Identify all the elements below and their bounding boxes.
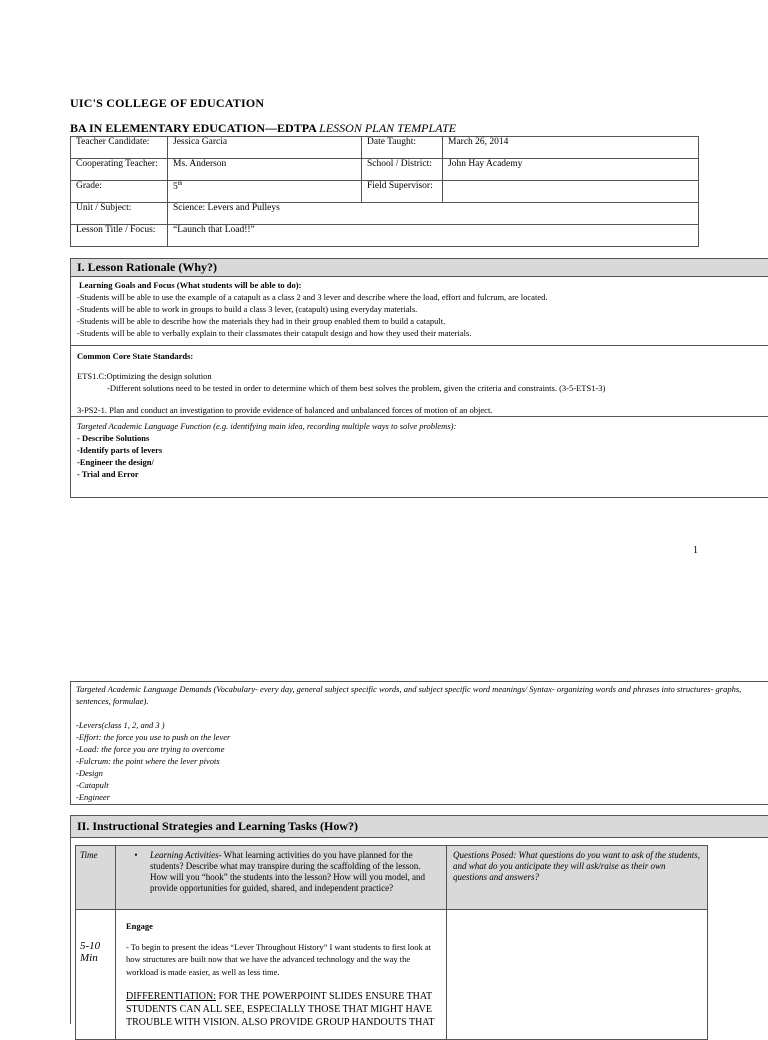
demand-item: -Levers(class 1, 2, and 3 ) [76, 720, 165, 730]
grade-label: Grade: [71, 181, 168, 203]
program-heading [70, 121, 456, 136]
coop-label: Cooperating Teacher: [71, 159, 168, 181]
date-label: Date Taught: [362, 137, 443, 159]
language-item: -Engineer the design/ [77, 457, 154, 467]
differentiation-label: DIFFERENTIATION: [126, 991, 216, 1002]
learning-goals [71, 277, 768, 346]
activities-label: Learning Activities [150, 850, 219, 860]
teacher-value: Jessica Garcia [168, 137, 362, 159]
goals-heading: Learning Goals and Focus (What students will be able to do): [79, 280, 302, 290]
school-value: John Hay Academy [443, 159, 699, 181]
teacher-label: Teacher Candidate: [71, 137, 168, 159]
unit-label: Unit / Subject: [71, 203, 168, 225]
language-item: -Identify parts of levers [77, 445, 163, 455]
engage-text: - To begin to present the ideas “Lever Throughout History” I want students to first look at how structures are built now that we have the advanced technology and the way the workload is made easier, as well as less time. [126, 941, 432, 977]
language-item: - Describe Solutions [77, 433, 150, 443]
academic-language-function [71, 417, 768, 483]
ccss-item: 3-PS2-1. Plan and conduct an investigation to provide evidence of balanced and unbalanced forces of motion of an object. [77, 405, 493, 415]
lesson-info-table [70, 136, 699, 247]
demand-item: -Effort: the force you use to push on the lever [76, 732, 231, 742]
engage-cell [116, 910, 447, 1040]
instruction-section [70, 815, 768, 1028]
rationale-heading: I. Lesson Rationale (Why?) [71, 259, 768, 277]
coop-value: Ms. Anderson [168, 159, 362, 181]
demand-item: -Engineer [76, 792, 110, 802]
time-header: Time [76, 846, 116, 910]
demand-item: -Load: the force you are trying to overcome [76, 744, 225, 754]
title-value: “Launch that Load!!” [168, 225, 699, 247]
bullet-icon: • [134, 850, 138, 860]
activities-header [116, 846, 447, 910]
demand-item: -Design [76, 768, 103, 778]
program-name: BA IN ELEMENTARY EDUCATION—EDTPA [70, 121, 317, 135]
strategies-table [75, 845, 708, 1040]
activities-text: - What learning activities do you have planned for the students? Describe what may transpire during the scaffolding of the lesson. How will you “hook” the students into the lesson? How will you model, and provide opportunities for guided, shared, and independent practice? [150, 850, 425, 893]
ccss-heading: Common Core State Standards: [77, 351, 194, 361]
school-label: School / District: [362, 159, 443, 181]
demands-heading: Targeted Academic Language Demands (Vocabulary- every day, general subject specific words, and subject specific word meanings/ Syntax- organizing words and phrases into structures- graphs, sentences, formulae). [76, 684, 742, 706]
questions-header: Questions Posed: What questions do you want to ask of the students, and what do you anticipate they will ask/raise as their own questions and answers? [447, 846, 708, 910]
grade-value: 5th [168, 181, 362, 203]
template-name: LESSON PLAN TEMPLATE [319, 121, 457, 135]
supervisor-label: Field Supervisor: [362, 181, 443, 203]
demand-item: -Catapult [76, 780, 109, 790]
differentiation-text: DIFFERENTIATION: FOR THE POWERPOINT SLIDES ENSURE THAT STUDENTS CAN ALL SEE, ESPECIALLY THOSE THAT MIGHT HAVE TROUBLE WITH VISION. ALSO PROVIDE GROUP HANDOUTS THAT [126, 991, 435, 1028]
ccss-item: -Different solutions need to be tested in order to determine which of them best solves the problem, given the criteria and constraints. (3-5-ETS1-3) [107, 383, 606, 393]
college-heading: UIC'S COLLEGE OF EDUCATION [70, 96, 265, 110]
page-number: 1 [693, 545, 698, 556]
unit-value: Science: Levers and Pulleys [168, 203, 699, 225]
date-value: March 26, 2014 [443, 137, 699, 159]
instruction-heading: II. Instructional Strategies and Learning Tasks (How?) [71, 816, 768, 838]
goal-item: -Students will be able to use the example of a catapult as a class 2 and 3 lever and describe where the load, effort and fulcrum, are located. [77, 292, 548, 302]
ccss-item: ETS1.C:Optimizing the design solution [77, 371, 212, 381]
goal-item: -Students will be able to work in groups to build a class 3 lever, (catapult) using everyday materials. [77, 304, 418, 314]
academic-language-demands [70, 681, 768, 805]
goal-item: -Students will be able to describe how the materials they had in their group enabled them to build a catapult. [77, 316, 446, 326]
demand-item: -Fulcrum: the point where the lever pivots [76, 756, 220, 766]
goal-item: -Students will be able to verbally explain to their classmates their catapult design and how they used their materials. [77, 328, 472, 338]
engage-label: Engage [126, 921, 153, 931]
questions-cell [447, 910, 708, 1040]
title-label: Lesson Title / Focus: [71, 225, 168, 247]
supervisor-value [443, 181, 699, 203]
common-core-standards [71, 346, 768, 417]
language-function-heading: Targeted Academic Language Function (e.g. identifying main idea, recording multiple ways to solve problems): [77, 421, 457, 431]
language-item: - Trial and Error [77, 469, 139, 479]
rationale-section [70, 258, 768, 498]
row-time: 5-10 Min [76, 910, 116, 1040]
